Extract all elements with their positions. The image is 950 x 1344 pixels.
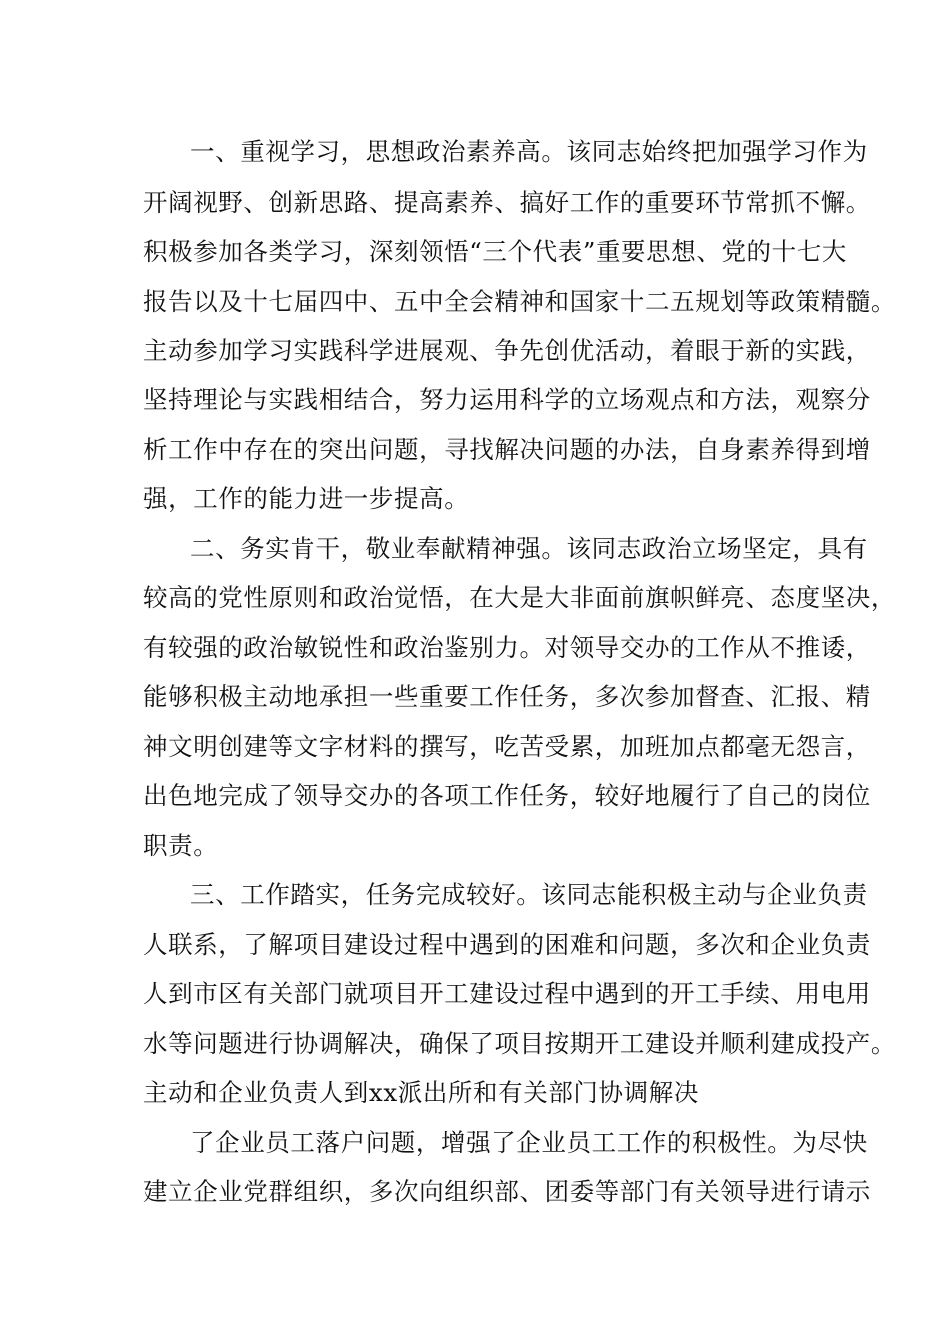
paragraph-line: 神文明创建等文字材料的撰写，吃苦受累，加班加点都毫无怨言， [143, 732, 871, 761]
paragraph-line: 坚持理论与实践相结合，努力运用科学的立场观点和方法，观察分 [143, 385, 871, 414]
paragraph-line: 了企业员工落户问题，增强了企业员工工作的积极性。为尽快 [190, 1128, 868, 1157]
paragraph-line: 三、工作踏实，任务完成较好。该同志能积极主动与企业负责 [190, 880, 868, 909]
paragraph-line: 较高的党性原则和政治觉悟，在大是大非面前旗帜鲜亮、态度坚决， [143, 583, 896, 612]
paragraph-line: 积极参加各类学习，深刻领悟“三个代表”重要思想、党的十七大 [143, 237, 847, 266]
paragraph-line: 强，工作的能力进一步提高。 [143, 484, 470, 513]
paragraph-line: 建立企业党群组织，多次向组织部、团委等部门有关领导进行请示 [143, 1177, 871, 1206]
paragraph-line: 主动和企业负责人到xx派出所和有关部门协调解决 [143, 1078, 699, 1107]
paragraph-line: 主动参加学习实践科学进展观、争先创优活动，着眼于新的实践， [143, 336, 871, 365]
paragraph-line: 二、务实肯干，敬业奉献精神强。该同志政治立场坚定，具有 [190, 534, 868, 563]
paragraph-line: 报告以及十七届四中、五中全会精神和国家十二五规划等政策精髓。 [143, 287, 896, 316]
paragraph-line: 析工作中存在的突出问题，寻找解决问题的办法，自身素养得到增 [143, 435, 871, 464]
paragraph-line: 能够积极主动地承担一些重要工作任务，多次参加督查、汇报、精 [143, 682, 871, 711]
paragraph-line: 有较强的政治敏锐性和政治鉴别力。对领导交办的工作从不推诿， [143, 633, 871, 662]
paragraph-line: 人到市区有关部门就项目开工建设过程中遇到的开工手续、用电用 [143, 979, 871, 1008]
paragraph-line: 水等问题进行协调解决，确保了项目按期开工建设并顺利建成投产。 [143, 1029, 896, 1058]
paragraph-line: 人联系，了解项目建设过程中遇到的困难和问题，多次和企业负责 [143, 930, 871, 959]
paragraph-line: 开阔视野、创新思路、提高素养、搞好工作的重要环节常抓不懈。 [143, 188, 871, 217]
paragraph-line: 出色地完成了领导交办的各项工作任务，较好地履行了自己的岗位 [143, 781, 871, 810]
paragraph-line: 一、重视学习，思想政治素养高。该同志始终把加强学习作为 [190, 137, 868, 166]
paragraph-line: 职责。 [143, 831, 219, 860]
